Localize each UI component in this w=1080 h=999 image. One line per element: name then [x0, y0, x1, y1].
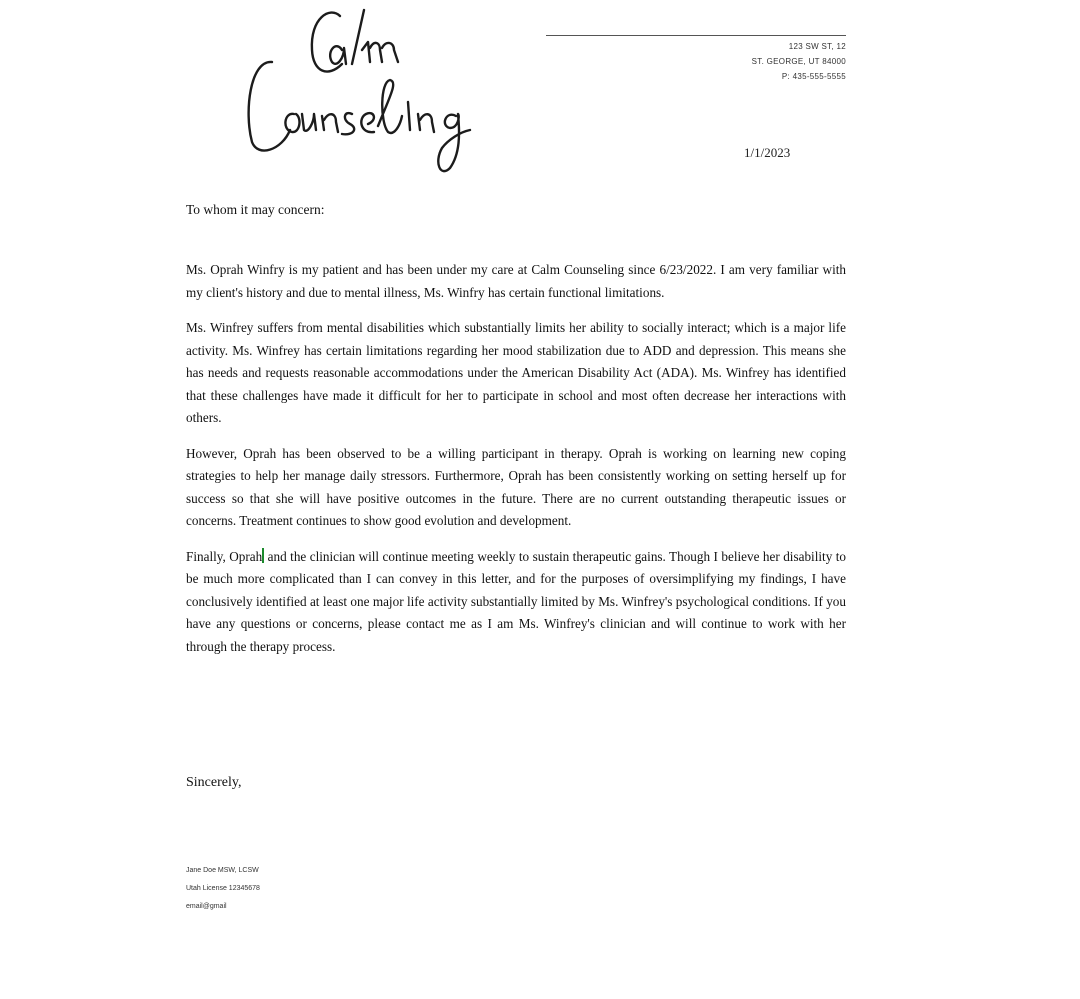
- address-line: 123 SW ST, 12: [788, 42, 846, 51]
- header-rule: [546, 35, 846, 36]
- letter-body[interactable]: [186, 259, 846, 671]
- paragraph-3: However, Oprah has been observed to be a willing participant in therapy. Oprah is working on learning new coping strategies to help her manage daily stressors. Furthermore, Oprah has been consistently working on setting herself up for success so that she will have positive outcomes in the future. There are no current outstanding therapeutic issues or concerns. Treatment continues to show good evolution and development.: [186, 445, 846, 528]
- paragraph-2: Ms. Winfrey suffers from mental disabilities which substantially limits her ability to socially interact; which is a major life activity. Ms. Winfrey has certain limitations regarding her mood stabilization due to ADD and depression. This means she has needs and requests reasonable accommodations under the American Disability Act (ADA). Ms. Winfrey has identified that these challenges have made it difficult for her to participate in school and most often decrease her interactions with others.: [186, 320, 846, 425]
- closing: Sincerely,: [186, 775, 242, 790]
- logo-script-graphic: [238, 2, 478, 182]
- signature-line: Jane Doe MSW, LCSW: [186, 867, 259, 874]
- calm-counseling-logo: [238, 2, 478, 182]
- letter-date: 1/1/2023: [744, 145, 791, 160]
- paragraph-4-start: Finally, Oprah: [186, 548, 263, 564]
- paragraph-4: [186, 546, 846, 659]
- paragraph-4-rest: and the clinician will continue meeting weekly to sustain therapeutic gains. Though I believe her disability to be much more complicated than I can convey in this letter, and for the purposes of oversimplifying my findings, I have conclusively identified at least one major life activity substantially limited by Ms. Winfrey's psychological conditions. If you have any questions or concerns, please contact me as I am Ms. Winfrey's clinician and will continue to work with her through the therapy process.: [186, 548, 846, 654]
- signature-line: email@gmail: [186, 903, 227, 910]
- salutation: To whom it may concern:: [186, 202, 325, 217]
- letterhead-address: [752, 39, 846, 84]
- paragraph-1: Ms. Oprah Winfry is my patient and has been under my care at Calm Counseling since 6/23/2022. I am very familiar with my client's history and due to mental illness, Ms. Winfry has certain functional limitations.: [186, 262, 846, 300]
- signature-line: Utah License 12345678: [186, 885, 260, 892]
- address-line: P: 435-555-5555: [781, 72, 846, 81]
- signature-block: [186, 862, 260, 916]
- address-line: ST. GEORGE, UT 84000: [751, 57, 846, 66]
